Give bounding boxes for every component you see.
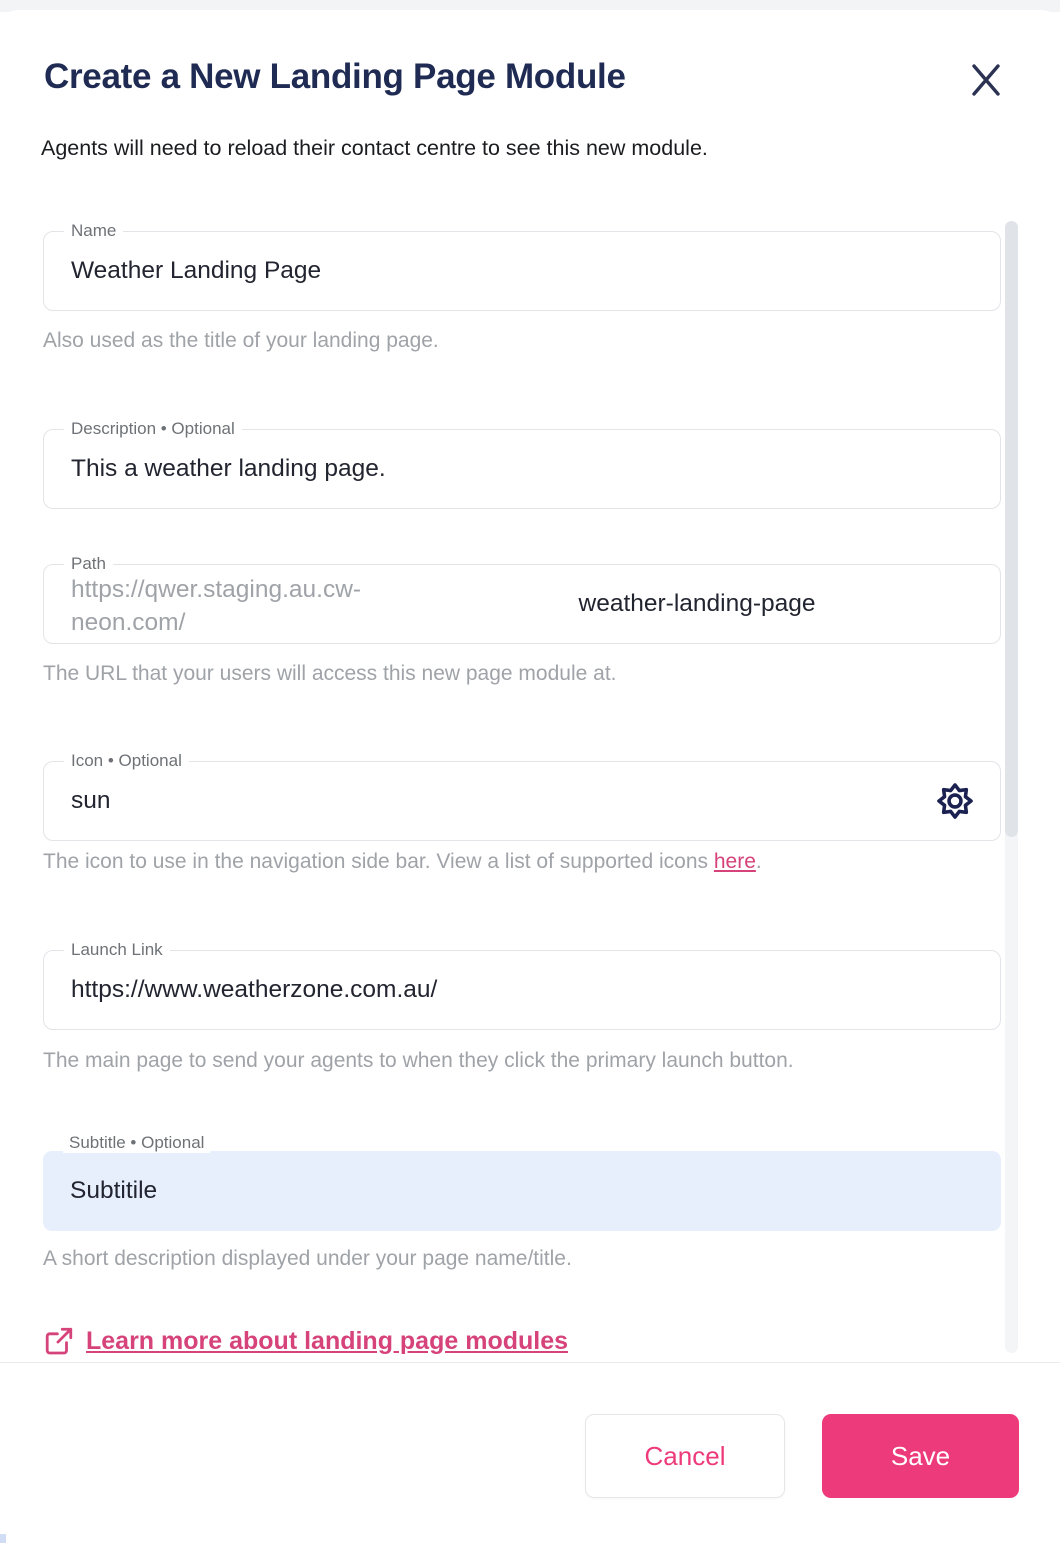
name-helper-text: Also used as the title of your landing page. [43,329,439,352]
launch-link-input[interactable] [71,951,973,1029]
external-link-icon [44,1326,74,1356]
save-button[interactable]: Save [822,1414,1019,1498]
subtitle-helper-text: A short description displayed under your page name/title. [43,1247,572,1270]
learn-more-link-label: Learn more about landing page modules [86,1326,569,1355]
name-field-label: Name [64,221,123,241]
bottom-left-artifact [0,1534,6,1543]
cancel-button[interactable]: Cancel [585,1414,785,1498]
supported-icons-link[interactable]: here [713,850,756,873]
modal-intro-text: Agents will need to reload their contact centre to see this new module. [41,136,708,160]
description-input[interactable] [71,430,973,508]
path-input[interactable] [484,565,910,643]
icon-helper-after: . [755,850,762,873]
launch-link-field[interactable] [43,940,1001,1030]
close-icon [967,61,1005,99]
path-prefix: https://qwer.staging.au.cw-neon.com/ [71,576,362,636]
path-helper-text: The URL that your users will access this new page module at. [43,662,617,685]
description-field[interactable] [43,419,1001,509]
subtitle-input[interactable] [70,1151,974,1231]
subtitle-field[interactable] [43,1151,1001,1231]
name-field[interactable] [43,221,1001,311]
launch-link-field-label: Launch Link [64,940,170,960]
gear-icon[interactable] [936,782,974,820]
path-field-label: Path [64,554,113,574]
footer-divider [0,1362,1060,1363]
icon-helper-before: The icon to use in the navigation side bar. View a list of supported icons [43,850,714,873]
page-title: Create a New Landing Page Module [44,57,626,96]
icon-helper-text [43,850,762,874]
icon-field-label: Icon • Optional [64,751,189,771]
icon-input[interactable] [71,762,910,840]
subtitle-field-label: Subtitle • Optional [63,1133,210,1153]
learn-more-link[interactable] [44,1326,568,1356]
scrollbar-track[interactable] [1005,221,1018,1353]
icon-field[interactable] [43,751,1001,841]
launch-link-helper-text: The main page to send your agents to when they click the primary launch button. [43,1049,794,1072]
scrollbar-thumb[interactable] [1005,221,1018,837]
name-input[interactable] [71,232,973,310]
close-button[interactable] [961,55,1011,105]
description-field-label: Description • Optional [64,419,242,439]
path-field[interactable] [43,554,1001,644]
